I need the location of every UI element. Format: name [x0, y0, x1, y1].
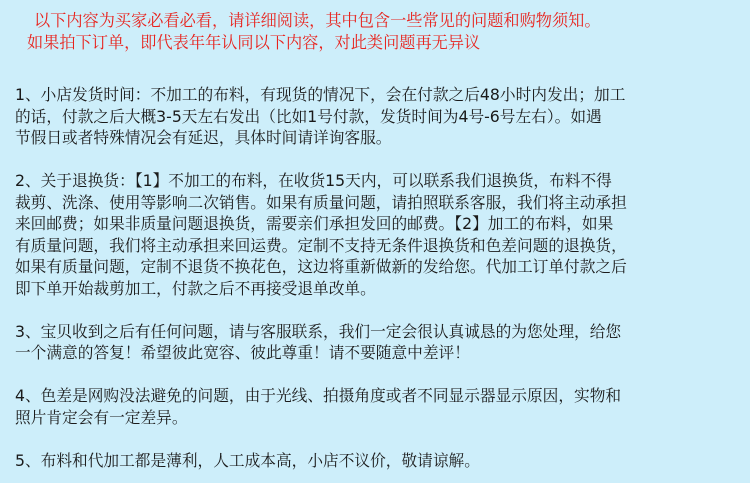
section-shipping-time — [15, 84, 737, 149]
section-line: 如果有质量问题，定制不退货不换花色，这边将重新做新的发给您。代加工订单付款之后 — [15, 257, 627, 276]
section-line: 有质量问题，我们将主动承担来回运费。定制不支持无条件退换货和色差问题的退换货， — [15, 235, 627, 255]
header-line-1: 以下内容为买家必看必看，请详细阅读，其中包含一些常见的问题和购物须知。 — [34, 11, 601, 30]
section-line: 3、宝贝收到之后有任何问题，请与客服联系，我们一定会很认真诚恳的为您处理，给您 — [15, 321, 622, 341]
section-line: 来回邮费；如果非质量问题退换货，需要亲们承担发回的邮费。【2】加工的布料，如果 — [15, 214, 614, 233]
section-line: 即下单开始裁剪加工，付款之后不再接受退单改单。 — [15, 278, 376, 298]
section-line: 节假日或者特殊情况会有延迟，具体时间请详询客服。 — [15, 128, 392, 147]
section-returns — [15, 170, 737, 299]
paragraph-spacer — [15, 364, 737, 386]
section-pricing — [15, 450, 737, 472]
section-color-difference — [15, 385, 737, 428]
section-after-sales — [15, 321, 737, 364]
section-line: 的话，付款之后大概3-5天左右发出（比如1号付款，发货时间为4号-6号左右）。如遇 — [15, 106, 602, 126]
paragraph-spacer — [15, 149, 737, 171]
section-line: 1、小店发货时间：不加工的布料，有现货的情况下，会在付款之后48小时内发出；加工 — [15, 85, 626, 104]
section-line: 4、色差是网购没法避免的问题，由于光线、拍摄角度或者不同显示器显示原因，实物和 — [15, 386, 622, 405]
paragraph-spacer — [15, 299, 737, 321]
header-line-2: 如果拍下订单，即代表年年认同以下内容，对此类问题再无异议 — [27, 33, 481, 52]
section-line: 裁剪、洗涤、使用等影响二次销售。如果有质量问题，请拍照联系客服，我们将主动承担 — [15, 192, 627, 212]
notice-content — [15, 84, 737, 471]
section-line: 5、布料和代加工都是薄利，人工成本高，小店不议价，敬请谅解。 — [15, 450, 480, 470]
paragraph-spacer — [15, 428, 737, 450]
section-line: 2、关于退换货：【1】不加工的布料，在收货15天内，可以联系我们退换货，布料不得 — [15, 171, 612, 190]
section-line: 照片肯定会有一定差异。 — [15, 407, 188, 427]
section-line: 一个满意的答复！希望彼此宽容、彼此尊重！请不要随意中差评！ — [15, 343, 470, 362]
notice-header — [27, 10, 734, 54]
